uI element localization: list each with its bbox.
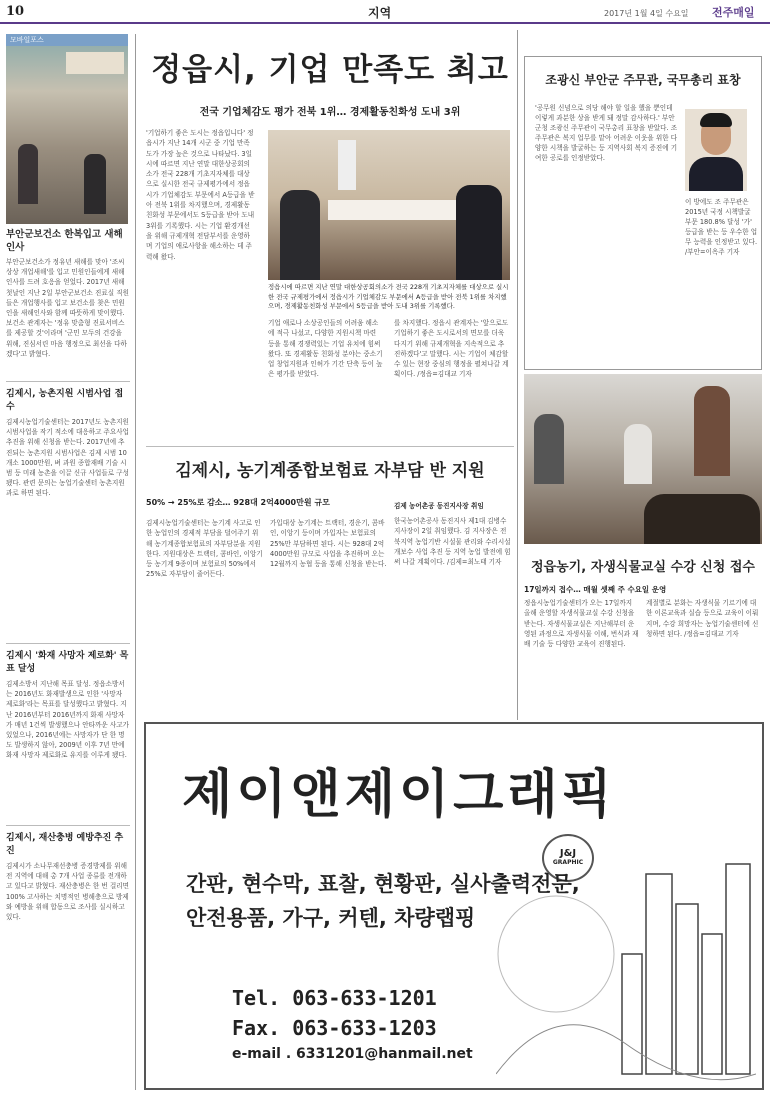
photo-caption: 정읍시에 따르면 지난 연말 대한상공회의소가 전국 228개 기초지자체를 대상으로 실시한 전국 규제평가에서 정읍시가 기업체감도 부문에서 A등급을 받아 전북 1위를 차지했으며, 경제활동친화성 부문에서 S등급을 받아 도내 3위를 기록했다. (268, 283, 509, 310)
photo-person (280, 190, 320, 280)
logo-sub: GRAPHIC (552, 859, 584, 866)
left-column (6, 34, 136, 1090)
section-name: 지역 (368, 6, 392, 20)
class-photo (524, 374, 762, 544)
brief-body: 한국농어촌공사 동진지사 제1대 김병수 지사장이 2일 취임했다. 김 지사장은 전북지역 농업기반 시설물 관리와 수리시설 개보수 사업 추진 등 지역 농업 발전에 힘써 나갈 계획이다. /김제=최노태 기자 (394, 517, 511, 567)
story-title: 부안군보건소 한복입고 새해인사 (6, 229, 123, 253)
story-body: 부안군보건소가 정유년 새해를 맞아 '조씨 상상 개업새해'를 입고 민원인들에게 새해인사를 드려 호응을 얻었다. 2017년 새해 첫날인 지난 2일 부안군보건소 진료실 직원들은 개업행사를 입고 보건소를 찾은 민원인을 새해인사와 함께 따뜻하게 맞이했다. 보건소 관계자는 '정유 맞춤형 진료서비스를 제공할 것'이라며 '군민 모두의 건강을 위해, 진심서린 마음 행정으로 최선을 다하겠다'고 밝혔다. (6, 258, 129, 358)
story-headline: 김제시, 농기계종합보험료 자부담 반 지원 (175, 461, 485, 481)
story-title: 김제시, 재산충병 예방추진 추진 (6, 833, 124, 856)
divider (146, 446, 514, 447)
story-body: 김제시가 소나무재선충병 증경방제를 위해 전 지역에 대해 총 7개 사업 종류를 전개하고 있다고 밝혔다. 재산충병은 한 번 걸리면 100% 고사하는 치명적인 병해충으로 방제와 예방을 위해 합동으로 조사를 실시하고 있다. (6, 862, 129, 922)
photo-sign (66, 52, 124, 74)
photo-person (456, 185, 502, 280)
photo-person (534, 414, 564, 484)
portrait-photo (685, 109, 747, 191)
story-subheadline: 50% → 25%로 감소… 928대 2억4000만원 규모 (146, 498, 330, 507)
story-title: 김제시 '화재 사망자 제로화' 목표 달성 (6, 651, 129, 674)
story-body-col: 가입대상 농기계는 트랙터, 경운기, 콤바인, 이앙기 등이며 가입자는 보험료의 25%만 부담하면 된다. 시는 928대 2억4000만원 규모로 사업을 추진하며 오는 12월까지 농협 등을 통해 신청을 받는다. (270, 519, 387, 569)
main-body-col: 기업 애로나 소상공인들의 어려움 해소에 적극 나섰고, 다양한 지원시책 마련 등을 통해 경쟁력있는 기업 유치에 힘써 왔다. 또 경제활동 친화성 분야는 중소기업 창업지원과 인허가 기간 단축 등이 높은 평가를 받았다. (268, 319, 383, 379)
issue-date: 2017년 1월 4일 수요일 (604, 9, 689, 18)
photo-person (644, 494, 760, 544)
story-headline: 정읍농기, 자생식물교실 수강 신청 접수 (531, 560, 755, 575)
photo-person (624, 424, 652, 484)
page-number: 10 (6, 4, 25, 19)
photo-person (694, 386, 730, 476)
main-body-left: '기업하기 좋은 도시는 정읍입니다' 정읍시가 지난 14개 시군 중 기업 만족도가 가장 높은 것으로 나타났다. 3일 시에 따르면 지난 연말 대한상공회의소가 전국 228개 기초지자체를 대상으로 실시한 전국 규제평가에서 정읍시가 기업체감도 부문에서 A등급을 받아 전북 1위를 차지했으며, 경제활동친화성 부문에서도 S등급을 받아 도내 3위를 기록했다. 시는 기업 환경개선을 위해 규제개혁 전담부서를 운영하며 기업의 애로사항을 해소하는 데 주력해 왔다. (146, 129, 255, 261)
divider (6, 825, 130, 826)
story-title: 김제시, 농촌지원 시범사업 접수 (6, 389, 124, 412)
ad-email: e-mail . 6331201@hanmail.net (232, 1046, 473, 1062)
ad-fax: Fax. 063-633-1203 (232, 1016, 437, 1040)
main-body-col: 를 차지했다. 정읍시 관계자는 '앞으로도 기업하기 좋은 도시로서의 면모를 더욱 다지기 위해 규제개혁을 지속적으로 추진하겠다'고 말했다. 시는 기업이 체감할 수 있는 현장 중심의 행정을 펼쳐나갈 계획이다. /정읍=김대교 기자 (394, 319, 509, 379)
divider (6, 381, 130, 382)
story-body: 김제소방서 지난해 목표 달성. 정읍소방서는 2016년도 화재발생으로 인한 '사망자 제로화'라는 목표를 달성했다고 밝혔다. 지난 2016년부터 2016년까지 화재 사망자가 매년 1건씩 발생했으나 안타까운 사고가 있었으나, 2016년에는 사망자가 단 한 명도 발생하지 않아, 2009년 이후 7년 만에 화재 사망자 제로화로 유지를 이루게 됐다. (6, 680, 129, 760)
photo-tag: 모바일포스 (6, 34, 128, 46)
story-body: 김제시농업기술센터는 2017년도 농촌지원 시범사업을 작기 적소에 대응하고 주요사업 추진을 위해 신청을 받는다. 2017년에 추진되는 농촌지원 시범사업은 김제 시범 10개소 1000만원, 벼 과원 종합재배 기술 시범 등 미래 농촌을 이끌 신규 사업들로 구성됐다. 관련 문의는 농업기술센터 농촌지원과로 하면 된다. (6, 418, 130, 498)
profile-body: '공무원 신념으로 의당 해야 할 일을 했을 뿐인데 이렇게 과분한 상을 받게 돼 정말 감사하다.' 부안군청 조광신 주무관이 국무총리 표창을 받았다. 조 주무관은 복지 업무를 맡아 어려운 이웃을 위한 다양한 시책을 발굴하는 등 지역사회 복지 증진에 기여한 공로를 인정받았다. (535, 104, 678, 163)
ad-phone: Tel. 063-633-1201 (232, 986, 437, 1010)
divider (6, 643, 130, 644)
ad-company-name: 제이앤제이그래픽 (182, 765, 616, 825)
photo-person (84, 154, 106, 214)
logo-main: J&J (559, 848, 577, 859)
advertisement (144, 722, 764, 1090)
story-body-col: 계절별로 분화는 자생식물 기르기에 대한 이론교육과 실습 등으로 교육이 이뤄지며, 수강 희망자는 농업기술센터에 신청하면 된다. /정읍=김대교 기자 (646, 599, 759, 638)
profile-body: 이 방에도 조 주무관은 2015년 국정 시책발굴 부문 180.8% 달성 '가' 등급을 받는 등 우수한 업무 능력을 인정받고 있다. /부안=이옥주 기자 (685, 198, 758, 257)
story-subheadline: 17일까지 접수… 매월 셋째 주 수요일 운영 (524, 585, 667, 594)
portrait-hair (700, 113, 732, 127)
story-body-col: 정읍시농업기술센터가 오는 17일까지 올해 운영할 자생식물교실 수강 신청을 받는다. 자생식물교실은 지난해부터 운영된 과정으로 자생식물 이해, 번식과 재배 기술 등 다양한 교육이 진행된다. (524, 599, 639, 649)
profile-headline: 조광신 부안군 주무관, 국무총리 표창 (545, 73, 741, 87)
column-divider (517, 30, 518, 720)
photo-banner (338, 140, 356, 190)
page-header (0, 0, 770, 24)
portrait-suit (689, 157, 743, 191)
main-subheadline: 전국 기업체감도 평가 전북 1위… 경제활동친화성 도내 3위 (199, 107, 461, 118)
main-photo (268, 130, 510, 280)
main-headline: 정읍시, 기업 만족도 최고 (151, 52, 509, 88)
ad-services: 간판, 현수막, 표찰, 현황판, 실사출력전문, (186, 872, 580, 896)
ad-services: 안전용품, 가구, 커텐, 차량랩핑 (186, 906, 476, 930)
profile-box (524, 56, 762, 370)
newspaper-brand: 전주매일 (712, 6, 755, 19)
left-photo (6, 34, 128, 224)
photo-table (328, 200, 458, 220)
photo-person (18, 144, 38, 204)
brief-title: 김제 농어촌공 동진지사장 취임 (394, 502, 484, 510)
story-body-col: 김제시농업기술센터는 농기계 사고로 인한 농업인의 경제적 부담을 덜어주기 위해 농기계종합보험료의 자부담분을 지원한다. 지원대상은 트랙터, 콤바인, 이앙기 등 농기계 9종이며 보험료의 50%에서 25%로 자부담이 줄어든다. (146, 519, 263, 579)
